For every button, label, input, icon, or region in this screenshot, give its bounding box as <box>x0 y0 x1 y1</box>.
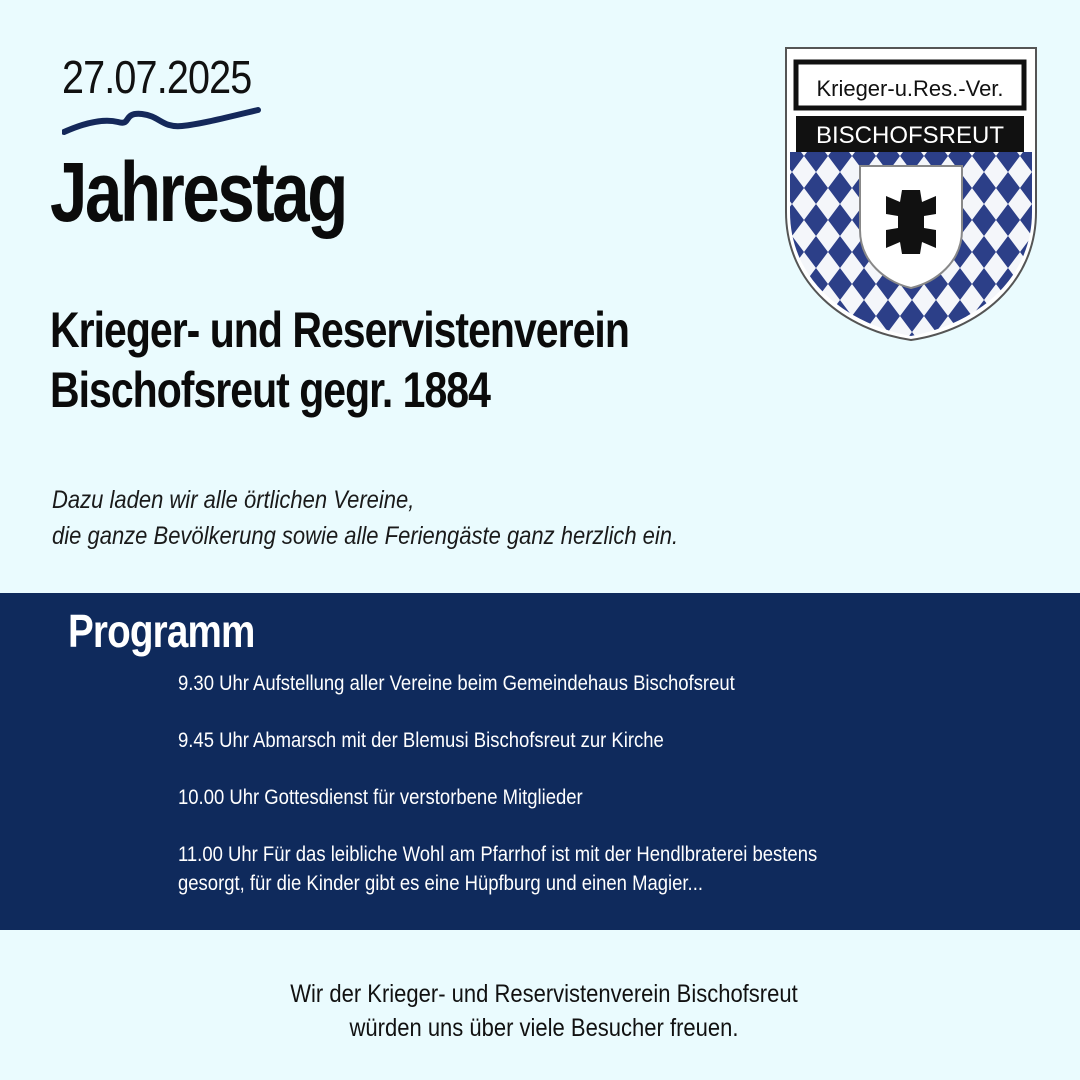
invitation-text <box>52 482 678 554</box>
program-item <box>178 840 817 898</box>
program-item-line: 9.45 Uhr Abmarsch mit der Blemusi Bischofsreut zur Kirche <box>178 729 664 752</box>
club-emblem <box>780 44 1042 344</box>
closing-line1: Wir der Krieger- und Reservistenverein Bischofsreut <box>290 980 798 1008</box>
invitation-line2: die ganze Bevölkerung sowie alle Feriengäste ganz herzlich ein. <box>52 522 679 550</box>
program-title: Programm <box>68 605 255 657</box>
program-item <box>178 726 817 755</box>
organization-title-line1: Krieger- und Reservistenverein <box>50 302 629 358</box>
program-item-line: 10.00 Uhr Gottesdienst für verstorbene Mitglieder <box>178 786 583 809</box>
invitation-line1: Dazu laden wir alle örtlichen Vereine, <box>52 486 415 514</box>
program-section <box>0 593 1080 930</box>
program-item <box>178 669 817 698</box>
program-item <box>178 783 817 812</box>
organization-title-line2: Bischofsreut gegr. 1884 <box>50 362 490 418</box>
closing-line2: würden uns über viele Besucher freuen. <box>349 1014 739 1042</box>
program-item-line-continued: gesorgt, für die Kinder gibt es eine Hüpfburg und einen Magier... <box>178 872 703 895</box>
closing-message <box>0 977 1080 1045</box>
organization-title <box>50 300 629 420</box>
emblem-top-text: Krieger-u.Res.-Ver. <box>816 76 1004 101</box>
program-item-line: 11.00 Uhr Für das leibliche Wohl am Pfarrhof ist mit der Hendlbraterei bestens <box>178 843 818 866</box>
headline: Jahrestag <box>50 145 346 239</box>
wave-underline-icon <box>62 104 262 138</box>
emblem-banner-text: BISCHOFSREUT <box>815 122 1005 149</box>
event-date: 27.07.2025 <box>62 51 252 103</box>
program-item-line: 9.30 Uhr Aufstellung aller Vereine beim Gemeindehaus Bischofsreut <box>178 672 735 695</box>
program-list <box>178 669 817 926</box>
